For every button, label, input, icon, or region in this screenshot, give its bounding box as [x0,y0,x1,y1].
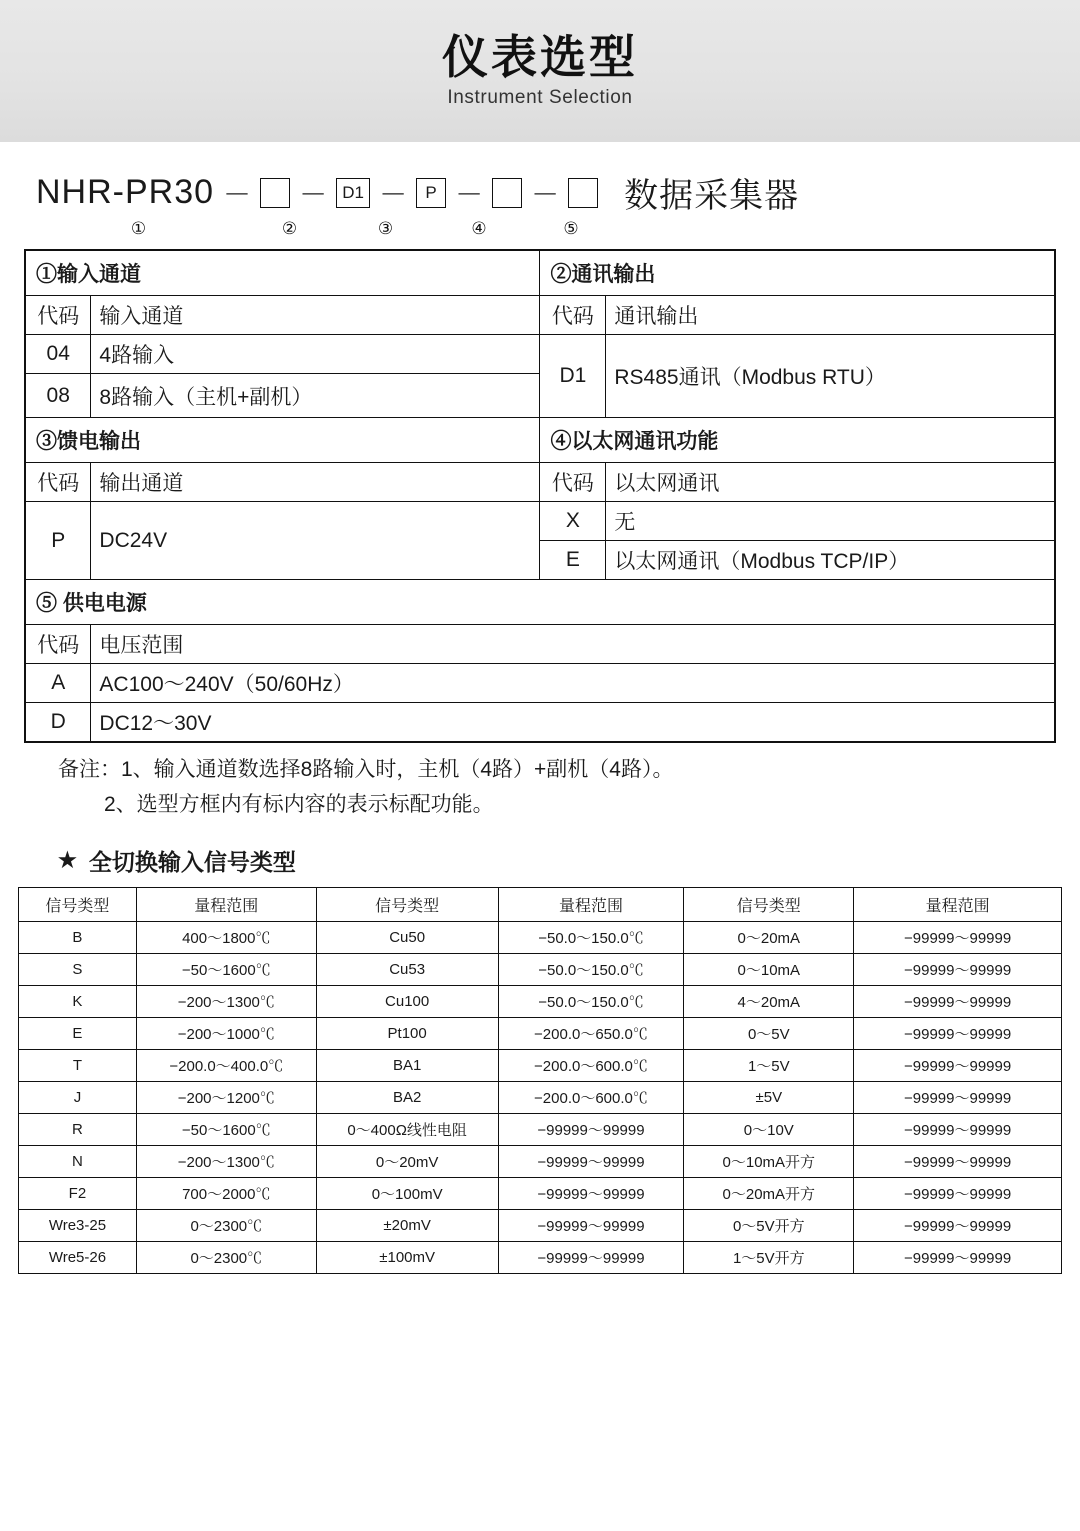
signal-cell: 0～10mA开方 [684,1146,854,1178]
model-name: NHR-PR30 [36,173,215,211]
signal-cell: −50.0～150.0℃ [498,922,684,954]
marker-5: ⑤ [563,219,579,238]
signal-cell: 4～20mA [684,986,854,1018]
note-line-1 [58,753,1080,788]
table-row [19,1018,1062,1050]
notes-label: 备注： [58,758,121,781]
marker-2: ② [281,219,298,238]
signal-cell: 0～400Ω线性电阻 [316,1114,498,1146]
table-row [19,1210,1062,1242]
signal-cell: −99999～99999 [854,1050,1062,1082]
signal-cell: 0～5V [684,1018,854,1050]
signal-cell: 0～10mA [684,954,854,986]
signal-cell: N [19,1146,137,1178]
section-header-row [25,250,1055,296]
star-icon: ★ [58,849,77,873]
signal-cell: −200.0～600.0℃ [498,1082,684,1114]
signal-cell: 0～20mA [684,922,854,954]
column-header-row [25,625,1055,664]
product-name: 数据采集器 [624,177,800,215]
page-subtitle: Instrument Selection [447,87,633,109]
signal-cell: −99999～99999 [854,1146,1062,1178]
model-slot-2[interactable]: D1 [336,178,370,208]
marker-1: ① [130,219,147,238]
signal-cell: −99999～99999 [854,1242,1062,1274]
signal-section-title: 全切换输入信号类型 [88,849,296,876]
signal-cell: BA1 [316,1050,498,1082]
signal-cell: −99999～99999 [498,1146,684,1178]
page-title: 仪表选型 [442,30,638,83]
signal-cell: −99999～99999 [498,1210,684,1242]
page-banner [0,0,1080,142]
header-desc-2: 通讯输出 [606,296,1055,335]
signal-cell: S [19,954,137,986]
section-header-row [25,418,1055,463]
signal-cell: K [19,986,137,1018]
signal-cell: 0～2300℃ [136,1210,316,1242]
signal-cell: BA2 [316,1082,498,1114]
model-dash-5: － [531,178,560,210]
signal-header-cell: 信号类型 [19,888,137,922]
signal-cell: E [19,1018,137,1050]
signal-cell: −200.0～600.0℃ [498,1050,684,1082]
signal-cell: Cu100 [316,986,498,1018]
signal-cell: −99999～99999 [854,1210,1062,1242]
table-row [25,703,1055,743]
model-slot-5[interactable] [568,178,598,208]
signal-cell: −99999～99999 [854,1178,1062,1210]
signal-cell: −200.0～650.0℃ [498,1018,684,1050]
section-header-row [25,580,1055,625]
signal-header-cell: 量程范围 [136,888,316,922]
section-title-3: ③馈电输出 [25,418,540,463]
marker-4: ④ [471,219,487,238]
header-desc-5: 电压范围 [91,625,1055,664]
desc-s1-r2: 8路输入（主机+副机） [91,374,540,418]
signal-cell: −200～1200℃ [136,1082,316,1114]
table-row [19,1146,1062,1178]
notes-block [58,753,1080,822]
signal-cell: ±5V [684,1082,854,1114]
signal-cell: 1～5V [684,1050,854,1082]
section-title-4: ④以太网通讯功能 [540,418,1055,463]
model-slot-4[interactable] [492,178,522,208]
signal-cell: 1～5V开方 [684,1242,854,1274]
desc-s4-r1: 无 [606,502,1055,541]
signal-header-cell: 量程范围 [854,888,1062,922]
table-row [19,922,1062,954]
desc-s5-r2: DC12～30V [91,703,1055,743]
header-code-4: 代码 [540,463,606,502]
signal-cell: 0～10V [684,1114,854,1146]
desc-s5-r1: AC100～240V（50/60Hz） [91,664,1055,703]
desc-s1-r1: 4路输入 [91,335,540,374]
header-desc-1: 输入通道 [91,296,540,335]
signal-cell: R [19,1114,137,1146]
desc-s2-r1: RS485通讯（Modbus RTU） [606,335,1055,418]
column-header-row [25,296,1055,335]
column-header-row [25,463,1055,502]
code-s3-r1: P [25,502,91,580]
header-code-3: 代码 [25,463,91,502]
table-row [25,502,1055,541]
signal-cell: 400～1800℃ [136,922,316,954]
signal-cell: J [19,1082,137,1114]
model-dash-2: － [299,178,328,210]
signal-cell: Wre3-25 [19,1210,137,1242]
table-row [19,954,1062,986]
signal-cell: −50～1600℃ [136,1114,316,1146]
signal-header-row [19,888,1062,922]
signal-cell: 0～5V开方 [684,1210,854,1242]
signal-cell: −99999～99999 [854,954,1062,986]
desc-s3-r1: DC24V [91,502,540,580]
table-row [19,1050,1062,1082]
signal-header-cell: 信号类型 [684,888,854,922]
signal-cell: Cu50 [316,922,498,954]
code-s1-r2: 08 [25,374,91,418]
signal-cell: ±100mV [316,1242,498,1274]
header-desc-3: 输出通道 [91,463,540,502]
model-code-area [0,142,1080,239]
model-dash-3: － [379,178,408,210]
signal-cell: −50.0～150.0℃ [498,986,684,1018]
signal-cell: −50.0～150.0℃ [498,954,684,986]
table-row [19,986,1062,1018]
signal-section-heading [58,844,1080,877]
signal-cell: −99999～99999 [854,986,1062,1018]
signal-cell: Wre5-26 [19,1242,137,1274]
desc-s4-r2: 以太网通讯（Modbus TCP/IP） [606,541,1055,580]
table-row [19,1114,1062,1146]
note-2: 2、选型方框内有标内容的表示标配功能。 [104,792,494,816]
header-code-5: 代码 [25,625,91,664]
signal-cell: F2 [19,1178,137,1210]
selection-table [24,249,1056,743]
model-dash-4: － [455,178,484,210]
marker-3: ③ [377,219,394,238]
signal-header-cell: 信号类型 [316,888,498,922]
section-title-5: ⑤ 供电电源 [25,580,1055,625]
signal-cell: −99999～99999 [854,1114,1062,1146]
signal-cell: −99999～99999 [498,1114,684,1146]
table-row [19,1242,1062,1274]
signal-cell: −200～1300℃ [136,986,316,1018]
model-dash-1: － [223,178,252,210]
signal-cell: 0～2300℃ [136,1242,316,1274]
signal-cell: ±20mV [316,1210,498,1242]
table-row [25,335,1055,374]
signal-cell: −200～1300℃ [136,1146,316,1178]
signal-cell: 0～20mA开方 [684,1178,854,1210]
signal-cell: −200～1000℃ [136,1018,316,1050]
signal-cell: Cu53 [316,954,498,986]
note-1: 1、输入通道数选择8路输入时，主机（4路）+副机（4路）。 [121,758,674,781]
section-title-1: ①输入通道 [25,250,540,296]
model-slot-3[interactable]: P [416,178,446,208]
section-title-2: ②通讯输出 [540,250,1055,296]
model-slot-1[interactable] [260,178,290,208]
signal-cell: 700～2000℃ [136,1178,316,1210]
code-s5-r2: D [25,703,91,743]
header-code-1: 代码 [25,296,91,335]
signal-cell: −99999～99999 [854,1018,1062,1050]
signal-cell: Pt100 [316,1018,498,1050]
signal-table-wrap [0,887,1080,1274]
signal-type-table [18,887,1062,1274]
signal-cell: 0～20mV [316,1146,498,1178]
signal-cell: −200.0～400.0℃ [136,1050,316,1082]
model-code-row [0,168,1080,217]
table-row [19,1082,1062,1114]
code-s2-r1: D1 [540,335,606,418]
code-s1-r1: 04 [25,335,91,374]
table-row [19,1178,1062,1210]
signal-header-cell: 量程范围 [498,888,684,922]
signal-cell: T [19,1050,137,1082]
table-row [25,664,1055,703]
signal-cell: −99999～99999 [498,1242,684,1274]
header-desc-4: 以太网通讯 [606,463,1055,502]
code-s4-r1: X [540,502,606,541]
signal-cell: −99999～99999 [854,922,1062,954]
code-s5-r1: A [25,664,91,703]
header-code-2: 代码 [540,296,606,335]
signal-cell: −99999～99999 [854,1082,1062,1114]
signal-cell: −50～1600℃ [136,954,316,986]
model-slot-markers [0,219,1080,239]
code-s4-r2: E [540,541,606,580]
signal-cell: 0～100mV [316,1178,498,1210]
signal-cell: B [19,922,137,954]
signal-cell: −99999～99999 [498,1178,684,1210]
